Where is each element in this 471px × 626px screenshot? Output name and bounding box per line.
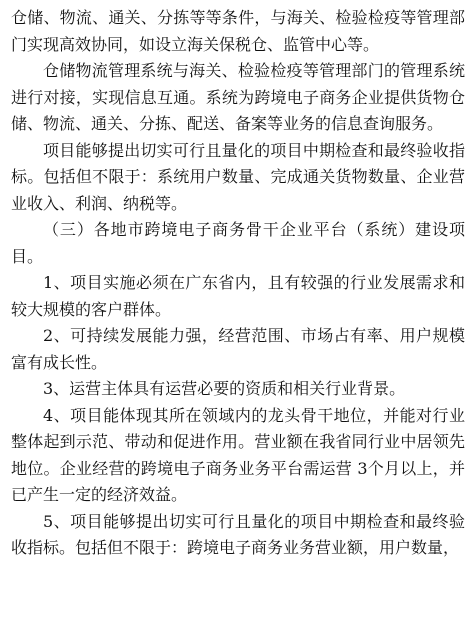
list-item-2: 2、可持续发展能力强，经营范围、市场占有率、用户规模富有成长性。 (11, 326, 465, 372)
list-item-5: 5、项目能够提出切实可行且量化的项目中期检查和最终验收指标。包括但不限于：跨境电子商务业务营业额，用户数量， (11, 511, 465, 557)
list-item-4: 4、项目能体现其所在领域内的龙头骨干地位，并能对行业整体起到示范、带动和促进作用。营业额在我省同行业中居领先地位。企业经营的跨境电子商务业务平台需运营 3个月以上，并已产生一定的经济效益。 (11, 405, 465, 504)
paragraph-continued: 仓储、物流、通关、分拣等等条件，与海关、检验检疫等管理部门实现高效协同，如设立海关保税仓、监管中心等。 (11, 8, 465, 54)
list-item-1: 1、项目实施必须在广东省内，且有较强的行业发展需求和较大规模的客户群体。 (11, 273, 465, 319)
paragraph-warehouse-system: 仓储物流管理系统与海关、检验检疫等管理部门的管理系统进行对接，实现信息互通。系统为跨境电子商务企业提供货物仓储、物流、通关、分拣、配送、备案等业务的信息查询服务。 (11, 61, 465, 133)
list-item-3: 3、运营主体具有运营必要的资质和相关行业背景。 (43, 379, 406, 398)
section-heading-3: （三）各地市跨境电子商务骨干企业平台（系统）建设项目。 (11, 220, 465, 266)
paragraph-acceptance-indicators: 项目能够提出切实可行且量化的项目中期检查和最终验收指标。包括但不限于：系统用户数量、完成通关货物数量、企业营业收入、利润、纳税等。 (11, 140, 465, 213)
